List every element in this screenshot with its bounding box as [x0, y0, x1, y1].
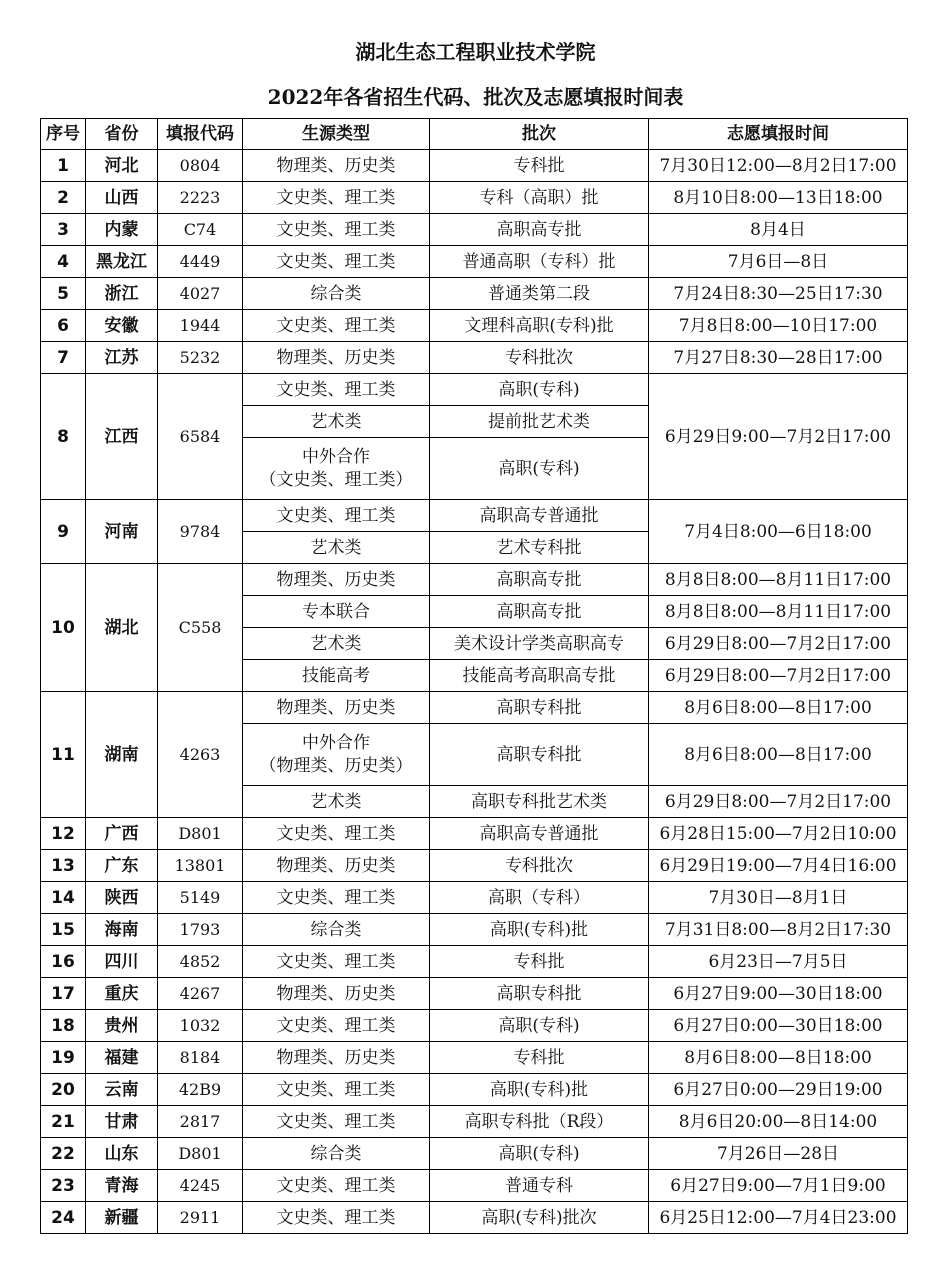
source-type-cell: 文史类、理工类: [243, 818, 430, 850]
code-cell: D801: [158, 1138, 243, 1170]
time-cell: 6月29日8:00—7月2日17:00: [649, 660, 908, 692]
province-cell: 重庆: [86, 978, 158, 1010]
source-type-cell: 物理类、历史类: [243, 692, 430, 724]
province-cell: 陕西: [86, 882, 158, 914]
seq-cell: 14: [41, 882, 86, 914]
time-cell: 6月29日19:00—7月4日16:00: [649, 850, 908, 882]
province-cell: 黑龙江: [86, 246, 158, 278]
province-cell: 河南: [86, 500, 158, 564]
code-cell: 2817: [158, 1106, 243, 1138]
code-cell: 2911: [158, 1202, 243, 1234]
batch-cell: 高职高专普通批: [430, 818, 649, 850]
source-type-line: （物理类、历史类）: [259, 755, 413, 776]
source-type-cell: [243, 438, 430, 500]
admission-schedule-table: [40, 118, 908, 1234]
time-cell: 8月6日8:00—8日17:00: [649, 724, 908, 786]
seq-cell: 18: [41, 1010, 86, 1042]
time-cell: 8月6日20:00—8日14:00: [649, 1106, 908, 1138]
source-type-cell: 文史类、理工类: [243, 946, 430, 978]
source-type-cell: 文史类、理工类: [243, 882, 430, 914]
header-row: [41, 119, 908, 150]
province-cell: 内蒙: [86, 214, 158, 246]
time-cell: 6月25日12:00—7月4日23:00: [649, 1202, 908, 1234]
batch-cell: 专科批: [430, 1042, 649, 1074]
batch-cell: 高职高专批: [430, 564, 649, 596]
batch-cell: 高职高专普通批: [430, 500, 649, 532]
seq-cell: 2: [41, 182, 86, 214]
code-cell: 6584: [158, 374, 243, 500]
batch-cell: 高职高专批: [430, 596, 649, 628]
seq-cell: 16: [41, 946, 86, 978]
batch-cell: 提前批艺术类: [430, 406, 649, 438]
table-row: [41, 1138, 908, 1170]
table-row: [41, 946, 908, 978]
province-cell: 贵州: [86, 1010, 158, 1042]
table-row: [41, 278, 908, 310]
time-cell: 8月6日8:00—8日18:00: [649, 1042, 908, 1074]
table-row: [41, 978, 908, 1010]
batch-cell: 艺术专科批: [430, 532, 649, 564]
seq-cell: 7: [41, 342, 86, 374]
time-cell: 7月24日8:30—25日17:30: [649, 278, 908, 310]
source-type-cell: 物理类、历史类: [243, 850, 430, 882]
code-cell: 8184: [158, 1042, 243, 1074]
code-cell: 4027: [158, 278, 243, 310]
time-cell: 6月27日9:00—30日18:00: [649, 978, 908, 1010]
source-type-cell: 物理类、历史类: [243, 978, 430, 1010]
time-cell: 7月6日—8日: [649, 246, 908, 278]
seq-cell: 5: [41, 278, 86, 310]
code-cell: 9784: [158, 500, 243, 564]
source-type-cell: 专本联合: [243, 596, 430, 628]
source-type-cell: 综合类: [243, 1138, 430, 1170]
table-row: [41, 1202, 908, 1234]
seq-cell: 3: [41, 214, 86, 246]
batch-cell: 高职(专科)批: [430, 1074, 649, 1106]
batch-cell: 高职专科批: [430, 692, 649, 724]
header-time: 志愿填报时间: [649, 119, 908, 150]
source-type-cell: 文史类、理工类: [243, 182, 430, 214]
batch-cell: 美术设计学类高职高专: [430, 628, 649, 660]
seq-cell: 12: [41, 818, 86, 850]
source-type-cell: 综合类: [243, 278, 430, 310]
province-cell: 海南: [86, 914, 158, 946]
code-cell: 4245: [158, 1170, 243, 1202]
batch-cell: 高职专科批: [430, 724, 649, 786]
province-cell: 湖南: [86, 692, 158, 818]
time-cell: 6月23日—7月5日: [649, 946, 908, 978]
province-cell: 云南: [86, 1074, 158, 1106]
table-row: [41, 1074, 908, 1106]
code-cell: 1793: [158, 914, 243, 946]
province-cell: 安徽: [86, 310, 158, 342]
source-type-cell: [243, 724, 430, 786]
code-cell: 4449: [158, 246, 243, 278]
province-cell: 广西: [86, 818, 158, 850]
seq-cell: 22: [41, 1138, 86, 1170]
time-cell: 8月4日: [649, 214, 908, 246]
time-cell: 7月27日8:30—28日17:00: [649, 342, 908, 374]
table-row: [41, 246, 908, 278]
code-cell: D801: [158, 818, 243, 850]
table-row: [41, 214, 908, 246]
table-row: [41, 1010, 908, 1042]
source-type-cell: 物理类、历史类: [243, 342, 430, 374]
province-cell: 江苏: [86, 342, 158, 374]
time-cell: 6月29日9:00—7月2日17:00: [649, 374, 908, 500]
batch-cell: 普通专科: [430, 1170, 649, 1202]
batch-cell: 技能高考高职高专批: [430, 660, 649, 692]
table-row: [41, 850, 908, 882]
time-cell: 7月4日8:00—6日18:00: [649, 500, 908, 564]
seq-cell: 10: [41, 564, 86, 692]
batch-cell: 高职(专科): [430, 1010, 649, 1042]
source-type-cell: 综合类: [243, 914, 430, 946]
batch-cell: 高职(专科): [430, 374, 649, 406]
seq-cell: 1: [41, 150, 86, 182]
province-cell: 四川: [86, 946, 158, 978]
batch-cell: 高职专科批: [430, 978, 649, 1010]
source-type-cell: 艺术类: [243, 532, 430, 564]
header-source-type: 生源类型: [243, 119, 430, 150]
source-type-cell: 物理类、历史类: [243, 1042, 430, 1074]
source-type-cell: 文史类、理工类: [243, 310, 430, 342]
batch-cell: 高职(专科)批次: [430, 1202, 649, 1234]
code-cell: 4263: [158, 692, 243, 818]
code-cell: 4852: [158, 946, 243, 978]
source-type-cell: 艺术类: [243, 786, 430, 818]
province-cell: 河北: [86, 150, 158, 182]
batch-cell: 专科批次: [430, 342, 649, 374]
seq-cell: 9: [41, 500, 86, 564]
province-cell: 甘肃: [86, 1106, 158, 1138]
batch-cell: 普通高职（专科）批: [430, 246, 649, 278]
batch-cell: 高职(专科)批: [430, 914, 649, 946]
batch-cell: 高职专科批艺术类: [430, 786, 649, 818]
batch-cell: 专科（高职）批: [430, 182, 649, 214]
source-type-line: 中外合作: [302, 732, 370, 753]
batch-cell: 文理科高职(专科)批: [430, 310, 649, 342]
table-row: [41, 374, 908, 406]
province-cell: 浙江: [86, 278, 158, 310]
time-cell: 7月26日—28日: [649, 1138, 908, 1170]
source-type-cell: 文史类、理工类: [243, 374, 430, 406]
source-type-line: （文史类、理工类）: [259, 469, 413, 490]
seq-cell: 11: [41, 692, 86, 818]
source-type-line: 中外合作: [302, 446, 370, 467]
batch-cell: 高职（专科）: [430, 882, 649, 914]
header-batch: 批次: [430, 119, 649, 150]
time-cell: 6月27日0:00—29日19:00: [649, 1074, 908, 1106]
source-type-cell: 文史类、理工类: [243, 500, 430, 532]
province-cell: 青海: [86, 1170, 158, 1202]
code-cell: 5232: [158, 342, 243, 374]
seq-cell: 13: [41, 850, 86, 882]
time-cell: 8月6日8:00—8日17:00: [649, 692, 908, 724]
source-type-cell: 文史类、理工类: [243, 1106, 430, 1138]
province-cell: 山东: [86, 1138, 158, 1170]
table-row: [41, 1106, 908, 1138]
source-type-cell: 文史类、理工类: [243, 1202, 430, 1234]
table-row: [41, 914, 908, 946]
province-cell: 山西: [86, 182, 158, 214]
time-cell: 7月8日8:00—10日17:00: [649, 310, 908, 342]
time-cell: 6月29日8:00—7月2日17:00: [649, 786, 908, 818]
code-cell: 42B9: [158, 1074, 243, 1106]
province-cell: 新疆: [86, 1202, 158, 1234]
time-cell: 7月30日12:00—8月2日17:00: [649, 150, 908, 182]
table-row: [41, 882, 908, 914]
time-cell: 7月30日—8月1日: [649, 882, 908, 914]
time-cell: 6月29日8:00—7月2日17:00: [649, 628, 908, 660]
batch-cell: 高职(专科): [430, 438, 649, 500]
province-cell: 江西: [86, 374, 158, 500]
code-cell: 1032: [158, 1010, 243, 1042]
code-cell: 2223: [158, 182, 243, 214]
code-cell: 13801: [158, 850, 243, 882]
source-type-cell: 文史类、理工类: [243, 246, 430, 278]
source-type-cell: 艺术类: [243, 406, 430, 438]
seq-cell: 23: [41, 1170, 86, 1202]
code-cell: C558: [158, 564, 243, 692]
batch-cell: 高职(专科): [430, 1138, 649, 1170]
header-province: 省份: [86, 119, 158, 150]
time-cell: 6月28日15:00—7月2日10:00: [649, 818, 908, 850]
table-row: [41, 500, 908, 532]
seq-cell: 4: [41, 246, 86, 278]
table-row: [41, 1042, 908, 1074]
time-cell: 8月8日8:00—8月11日17:00: [649, 564, 908, 596]
table-row: [41, 1170, 908, 1202]
batch-cell: 普通类第二段: [430, 278, 649, 310]
batch-cell: 专科批次: [430, 850, 649, 882]
province-cell: 福建: [86, 1042, 158, 1074]
batch-cell: 专科批: [430, 150, 649, 182]
code-cell: 4267: [158, 978, 243, 1010]
source-type-cell: 艺术类: [243, 628, 430, 660]
table-row: [41, 342, 908, 374]
header-seq: 序号: [41, 119, 86, 150]
seq-cell: 19: [41, 1042, 86, 1074]
code-cell: 0804: [158, 150, 243, 182]
header-code: 填报代码: [158, 119, 243, 150]
table-row: [41, 182, 908, 214]
seq-cell: 21: [41, 1106, 86, 1138]
province-cell: 广东: [86, 850, 158, 882]
batch-cell: 高职专科批（R段）: [430, 1106, 649, 1138]
code-cell: 1944: [158, 310, 243, 342]
source-type-cell: 物理类、历史类: [243, 564, 430, 596]
table-row: [41, 692, 908, 724]
table-row: [41, 310, 908, 342]
source-type-cell: 文史类、理工类: [243, 214, 430, 246]
document-title: 湖北生态工程职业技术学院: [355, 40, 596, 64]
code-cell: 5149: [158, 882, 243, 914]
document-subtitle: 2022年各省招生代码、批次及志愿填报时间表: [267, 85, 684, 109]
table-row: [41, 818, 908, 850]
seq-cell: 8: [41, 374, 86, 500]
batch-cell: 专科批: [430, 946, 649, 978]
batch-cell: 高职高专批: [430, 214, 649, 246]
table-row: [41, 150, 908, 182]
seq-cell: 20: [41, 1074, 86, 1106]
time-cell: 8月8日8:00—8月11日17:00: [649, 596, 908, 628]
seq-cell: 24: [41, 1202, 86, 1234]
table-row: [41, 564, 908, 596]
time-cell: 6月27日9:00—7月1日9:00: [649, 1170, 908, 1202]
time-cell: 8月10日8:00—13日18:00: [649, 182, 908, 214]
time-cell: 7月31日8:00—8月2日17:30: [649, 914, 908, 946]
source-type-cell: 文史类、理工类: [243, 1170, 430, 1202]
source-type-cell: 物理类、历史类: [243, 150, 430, 182]
source-type-cell: 文史类、理工类: [243, 1010, 430, 1042]
code-cell: C74: [158, 214, 243, 246]
province-cell: 湖北: [86, 564, 158, 692]
seq-cell: 17: [41, 978, 86, 1010]
time-cell: 6月27日0:00—30日18:00: [649, 1010, 908, 1042]
source-type-cell: 文史类、理工类: [243, 1074, 430, 1106]
source-type-cell: 技能高考: [243, 660, 430, 692]
seq-cell: 6: [41, 310, 86, 342]
seq-cell: 15: [41, 914, 86, 946]
